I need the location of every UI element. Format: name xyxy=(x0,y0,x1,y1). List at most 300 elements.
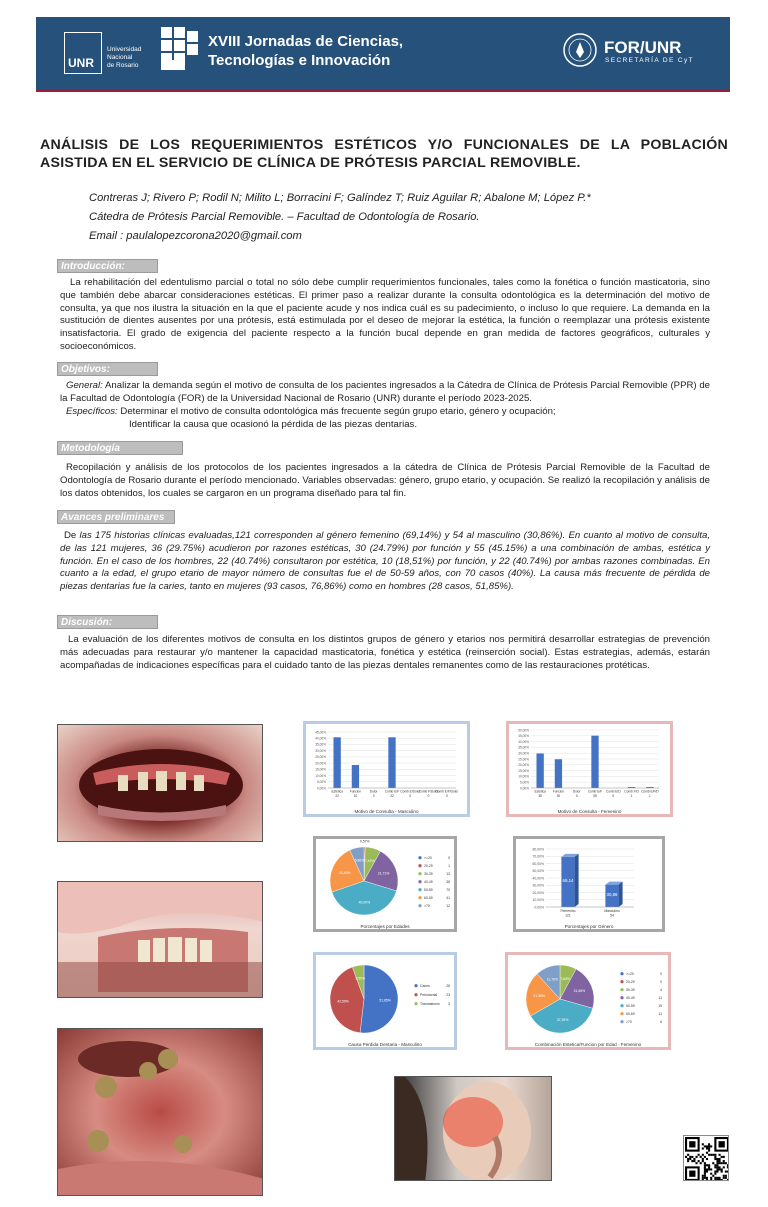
qr-module xyxy=(706,1145,708,1147)
qr-module xyxy=(704,1177,706,1179)
qr-module xyxy=(704,1175,706,1177)
qr-module xyxy=(719,1162,721,1164)
qr-module xyxy=(708,1145,710,1147)
objectives-general xyxy=(60,380,710,406)
qr-module xyxy=(702,1158,704,1160)
x-tick-label: Comb F/D xyxy=(624,789,639,794)
qr-module xyxy=(691,1156,693,1158)
qr-module xyxy=(723,1160,725,1162)
qr-module xyxy=(714,1179,716,1181)
legend-count: 0 xyxy=(660,980,662,984)
legend-swatch xyxy=(418,880,421,883)
qr-module xyxy=(702,1175,704,1177)
for-seal-icon xyxy=(562,32,598,68)
legend-swatch xyxy=(418,888,421,891)
event-title-line1: XVIII Jornadas de Ciencias, xyxy=(208,33,404,50)
qr-module xyxy=(716,1179,718,1181)
qr-module xyxy=(719,1158,721,1160)
x-tick-label: Comb E/F xyxy=(587,789,603,794)
qr-module xyxy=(702,1177,704,1179)
bar xyxy=(333,737,340,788)
slice-label: 23,43% xyxy=(338,871,351,876)
y-tick-label: 15,00% xyxy=(315,767,326,772)
x-tick-label: Comb E/Dolor xyxy=(400,789,421,794)
qr-module xyxy=(704,1166,706,1168)
y-tick-label: 50,00% xyxy=(518,728,529,733)
qr-module xyxy=(708,1143,710,1145)
qr-module xyxy=(716,1158,718,1160)
bar-side xyxy=(619,882,623,907)
x-count-label: 0 xyxy=(372,793,375,798)
slice-label: 7,84% xyxy=(560,976,570,981)
authors: Contreras J; Rivero P; Rodil N; Milito L; Borracini F; Galíndez T; Ruiz Aguilar R; Abalone M; López P.* xyxy=(89,192,591,204)
slice-label: 42,59% xyxy=(337,999,349,1004)
chart-combo-feminine xyxy=(505,952,671,1050)
y-tick-label: 30,00% xyxy=(315,748,326,753)
legend-swatch xyxy=(620,980,623,983)
x-count-label: 54 xyxy=(610,913,614,918)
intro-text-body: La rehabilitación del edentulismo parcial o total no sólo debe cumplir requerimientos funcionales, tales como la fonética o función masticatoria, sino que también debe abarcar consideraciones estéticas. El primer paso a realizar durante la consulta odontológica es la determinación del motivo de consulta, ya que nos ilustra la situación en la que el paciente acude y nos indica cuál es su padecimiento, o incluso lo que requiere. La demanda en la sustitución de dientes ausentes por una prótesis, está estimulada por el deseo de mejorar la estética, la función o reemplazar una prótesis existente insatisfactoria. El grado de exigencia del paciente respecto a la función bucal depende en gran medida de factores geográficos, culturales y socioeconómicos. xyxy=(60,277,710,352)
legend-swatch xyxy=(620,1020,623,1023)
clinical-photo-3-art xyxy=(58,1029,263,1196)
slice-label: 21,56% xyxy=(533,994,545,999)
qr-module xyxy=(716,1164,718,1166)
qr-module xyxy=(710,1177,712,1179)
y-tick-label: 25,00% xyxy=(518,757,529,762)
qr-module xyxy=(704,1173,706,1175)
legend-swatch xyxy=(418,864,421,867)
legend-count: 41 xyxy=(446,896,450,900)
qr-module xyxy=(698,1154,700,1156)
legend-swatch xyxy=(418,872,421,875)
qr-module xyxy=(706,1179,708,1181)
slice-label: 21,56% xyxy=(573,989,586,994)
jornadas-logo-icon xyxy=(161,27,199,71)
qr-module xyxy=(721,1171,723,1173)
legend-label: 50-59 xyxy=(626,1004,635,1008)
qr-module xyxy=(716,1160,718,1162)
qr-module xyxy=(704,1171,706,1173)
qr-module xyxy=(687,1158,689,1160)
y-tick-label: 5,00% xyxy=(316,780,326,785)
x-count-label: 36 xyxy=(538,793,542,798)
qr-finder-core xyxy=(719,1141,725,1147)
qr-module xyxy=(723,1166,725,1168)
x-count-label: 0 xyxy=(575,793,578,798)
qr-module xyxy=(695,1162,697,1164)
legend-count: 4 xyxy=(660,988,662,992)
legend-count: 23 xyxy=(446,993,450,997)
qr-module xyxy=(723,1177,725,1179)
qr-module xyxy=(725,1175,727,1177)
qr-module xyxy=(693,1160,695,1162)
qr-module xyxy=(723,1175,725,1177)
x-tick-label: Estetica xyxy=(534,789,546,794)
bar xyxy=(388,737,395,788)
results-heading: Avances preliminares xyxy=(57,510,175,524)
legend-swatch xyxy=(620,1004,623,1007)
y-tick-label: 45,00% xyxy=(518,734,529,739)
qr-module xyxy=(704,1156,706,1158)
qr-module xyxy=(706,1147,708,1149)
qr-module xyxy=(719,1179,721,1181)
qr-module xyxy=(687,1154,689,1156)
qr-module xyxy=(719,1177,721,1179)
qr-module xyxy=(702,1143,704,1145)
x-count-label: 1 xyxy=(630,793,633,798)
qr-module xyxy=(710,1145,712,1147)
x-count-label: 0 xyxy=(445,793,448,798)
x-tick-label: Estetica xyxy=(331,789,343,794)
qr-finder-core xyxy=(689,1141,695,1147)
qr-module xyxy=(691,1160,693,1162)
slice-label: 5,55% xyxy=(355,976,366,981)
qr-module xyxy=(706,1177,708,1179)
chart-gender-plot xyxy=(516,839,662,919)
y-tick-label: 0,00% xyxy=(316,786,326,791)
objectives-general-label: General: xyxy=(66,380,103,391)
x-count-label: 55 xyxy=(593,793,597,798)
qr-module xyxy=(723,1156,725,1158)
qr-module xyxy=(721,1179,723,1181)
legend-swatch xyxy=(414,993,417,996)
legend-swatch xyxy=(620,972,623,975)
legend-swatch xyxy=(414,1002,417,1005)
legend-label: Caries xyxy=(420,984,430,988)
bar xyxy=(591,736,598,788)
qr-module xyxy=(693,1158,695,1160)
bar xyxy=(555,759,562,788)
qr-module xyxy=(721,1156,723,1158)
qr-module xyxy=(719,1160,721,1162)
x-count-label: 30 xyxy=(556,793,561,798)
chart-masculine-reason-plot xyxy=(306,724,467,804)
x-count-label: 1 xyxy=(648,793,651,798)
qr-module xyxy=(725,1162,727,1164)
qr-module xyxy=(714,1158,716,1160)
qr-module xyxy=(716,1177,718,1179)
qr-module xyxy=(727,1166,729,1168)
y-tick-label: 15,00% xyxy=(518,768,529,773)
face-pain-photo xyxy=(394,1076,552,1181)
face-pain-photo-art xyxy=(395,1077,552,1181)
qr-module xyxy=(700,1162,702,1164)
legend-label: 20-29 xyxy=(626,980,635,984)
qr-module xyxy=(700,1156,702,1158)
chart-feminine-reason-caption: Motivo de Consulta - Femenino xyxy=(557,809,622,814)
discussion-text: La evaluación de los diferentes motivos de consulta en los distintos grupos de género y etarios nos permitirá desarrollar estrategias de prevención más adecuadas para restaurar y/o mantener la capacidad masticatoria, fonética y estética (reinserción social). Estas estrategias, además, estarán acompañadas de indicaciones específicas para el cuidado tanto de las piezas dentales remanentes como de las restauraciones protéticas. xyxy=(60,634,710,671)
legend-label: 30-39 xyxy=(626,988,635,992)
bar xyxy=(352,765,359,788)
legend-count: 19 xyxy=(658,1004,662,1008)
legend-swatch xyxy=(620,1012,623,1015)
qr-module xyxy=(716,1162,718,1164)
y-tick-label: 35,00% xyxy=(518,745,529,750)
poster-title: ANÁLISIS DE LOS REQUERIMIENTOS ESTÉTICOS Y/O FUNCIONALES DE LA POBLACIÓN ASISTIDA EN EL SERVICIO DE CLÍNICA DE PRÓTESIS PARCIAL REMOVIBLE. xyxy=(40,137,728,171)
qr-module xyxy=(706,1164,708,1166)
y-tick-label: 20,00% xyxy=(532,890,544,895)
legend-label: 30-39 xyxy=(424,872,433,876)
bar xyxy=(536,753,543,788)
slice-label: 11,76% xyxy=(546,977,559,982)
x-tick-label: Comb E/D xyxy=(605,789,621,794)
y-tick-label: 20,00% xyxy=(518,763,529,768)
clinical-photo-3 xyxy=(57,1028,263,1196)
chart-loss-cause xyxy=(313,952,457,1050)
y-tick-label: 0,00% xyxy=(534,905,544,910)
y-tick-label: 40,00% xyxy=(518,739,529,744)
legend-label: >=20 xyxy=(424,856,432,860)
legend-label: >=20 xyxy=(626,972,634,976)
legend-label: 60-69 xyxy=(626,1012,635,1016)
x-tick-label: Funcion xyxy=(552,789,565,794)
objectives-specific xyxy=(66,406,716,419)
y-tick-label: 80,00% xyxy=(532,847,544,852)
slice-label: 51,85% xyxy=(379,998,391,1003)
legend-swatch xyxy=(620,988,623,991)
chart-combo-feminine-caption: Combinación Estetica/Funcion por Edad - Femenino xyxy=(534,1042,642,1047)
x-count-label: 0 xyxy=(427,793,430,798)
qr-module xyxy=(714,1166,716,1168)
qr-module xyxy=(727,1164,729,1166)
qr-module xyxy=(689,1156,691,1158)
qr-module xyxy=(687,1160,689,1162)
slice-label: 6,86% xyxy=(354,858,365,863)
x-tick-label: Comb E/F/Dolor xyxy=(435,789,459,794)
method-heading: Metodología xyxy=(57,441,183,455)
objectives-general-text: Analizar la demanda según el motivo de consulta de los pacientes ingresados a la Cátedra de Clínica de Prótesis Parcial Removible (PPR) de la Facultad de Odontología (FOR) de la Universidad Nacional de Rosario (UNR) durante el período 2023-2025. xyxy=(60,380,710,404)
qr-module xyxy=(714,1171,716,1173)
data-label: 69,14 xyxy=(562,877,574,883)
y-tick-label: 35,00% xyxy=(315,742,326,747)
y-tick-label: 70,00% xyxy=(532,854,544,859)
chart-gender-caption: Porcentajes por Género xyxy=(564,924,614,929)
qr-module xyxy=(710,1179,712,1181)
chart-gender xyxy=(513,836,665,932)
qr-module xyxy=(714,1154,716,1156)
legend-count: 1 xyxy=(448,864,450,868)
y-tick-label: 45,00% xyxy=(315,730,326,735)
unr-logo-line2: Nacional xyxy=(107,54,133,61)
x-tick-label: Masculino xyxy=(604,908,620,913)
clinical-photo-2 xyxy=(57,881,263,998)
chart-age-pie xyxy=(313,836,457,932)
qr-module xyxy=(725,1177,727,1179)
legend-count: 11 xyxy=(658,1012,662,1016)
y-tick-label: 10,00% xyxy=(315,773,326,778)
y-tick-label: 0,00% xyxy=(519,786,529,791)
legend-count: 38 xyxy=(446,880,450,884)
qr-finder-core xyxy=(689,1171,695,1177)
legend-swatch xyxy=(414,984,417,987)
y-tick-label: 30,00% xyxy=(518,751,529,756)
x-count-label: 10 xyxy=(353,793,358,798)
chart-masculine-reason xyxy=(303,721,470,817)
qr-module xyxy=(721,1162,723,1164)
qr-module xyxy=(727,1179,729,1181)
legend-count: 12 xyxy=(446,904,450,908)
qr-module xyxy=(708,1150,710,1152)
unr-logo xyxy=(64,32,154,74)
qr-module xyxy=(716,1168,718,1170)
chart-loss-cause-caption: Causa Perdida Dentaria - Masculino xyxy=(348,1042,422,1047)
qr-module xyxy=(712,1154,714,1156)
qr-module xyxy=(725,1171,727,1173)
header-stripe xyxy=(36,89,730,92)
qr-module xyxy=(714,1177,716,1179)
results-lead: De xyxy=(64,530,77,541)
x-tick-label: Femenino xyxy=(560,908,576,913)
x-count-label: 0 xyxy=(612,793,615,798)
qr-module xyxy=(702,1160,704,1162)
qr-module xyxy=(702,1179,704,1181)
chart-loss-cause-plot xyxy=(316,955,454,1037)
qr-module xyxy=(719,1168,721,1170)
event-title-line2: Tecnologías e Innovación xyxy=(208,52,391,69)
qr-module xyxy=(706,1158,708,1160)
legend-label: 50-59 xyxy=(424,888,433,892)
qr-module xyxy=(702,1147,704,1149)
qr-module xyxy=(716,1166,718,1168)
slice-label: 21,71% xyxy=(377,871,390,876)
legend-swatch xyxy=(418,896,421,899)
qr-module xyxy=(714,1164,716,1166)
chart-age-pie-plot xyxy=(316,839,454,919)
legend-label: Periodontal xyxy=(420,993,438,997)
x-tick-label: Comb E/F/D xyxy=(641,789,659,794)
y-tick-label: 10,00% xyxy=(532,898,544,903)
legend-label: 60-69 xyxy=(424,896,433,900)
affiliation: Cátedra de Prótesis Parcial Removible. – Facultad de Odontología de Rosario. xyxy=(89,211,480,223)
x-tick-label: Dolor xyxy=(369,789,378,794)
x-count-label: 22 xyxy=(335,793,339,798)
objectives-specific-text1: Determinar el motivo de consulta odontológica más frecuente según grupo etario, género y ocupación; xyxy=(120,406,556,417)
qr-module xyxy=(708,1166,710,1168)
qr-module xyxy=(719,1154,721,1156)
qr-module xyxy=(721,1168,723,1170)
legend-count: 13 xyxy=(446,872,450,876)
x-count-label: 121 xyxy=(565,913,571,918)
objectives-specific-2: Identificar la causa que ocasionó la pérdida de las piezas dentarias. xyxy=(129,419,417,430)
legend-label: 20-29 xyxy=(424,864,433,868)
intro-heading: Introducción: xyxy=(57,259,158,273)
slice-label: 0,57% xyxy=(359,839,370,844)
for-logo-sub: SECRETARÍA DE CyT xyxy=(605,57,695,64)
x-tick-label: Comb E/F xyxy=(384,789,400,794)
results-text xyxy=(60,530,710,594)
clinical-photo-1-art xyxy=(58,725,263,842)
qr-module xyxy=(706,1168,708,1170)
intro-text xyxy=(60,277,710,354)
qr-module xyxy=(708,1154,710,1156)
qr-module xyxy=(704,1168,706,1170)
email[interactable]: Email : paulalopezcorona2020@gmail.com xyxy=(89,230,302,242)
y-tick-label: 40,00% xyxy=(532,876,544,881)
x-tick-label: Dolor xyxy=(572,789,581,794)
slice-label: 37,25% xyxy=(556,1018,569,1023)
y-tick-label: 10,00% xyxy=(518,774,529,779)
qr-module xyxy=(727,1171,729,1173)
qr-module xyxy=(695,1156,697,1158)
y-tick-label: 5,00% xyxy=(519,780,529,785)
qr-module xyxy=(714,1173,716,1175)
legend-label: 40-49 xyxy=(424,880,433,884)
qr-module xyxy=(704,1164,706,1166)
legend-count: 0 xyxy=(660,972,662,976)
results-body: las 175 historias clínicas evaluadas,121 corresponden al género femenino (69,14%) y 54 al masculino (30,86%). En cuanto al motivo de consulta, de las 121 mujeres, 36 (29.75%) acudieron por razones estéticas, 30 (24.79%) por función y 55 (45.15%) a una combinación de ambas, estética y función. En el caso de los hombres, 22 (40.74%) consultaron por estética, 10 (18,51%) por función, y 22 (40.74%) por ambas razones combinadas. En cuanto a la edad, el grupo etario de mayor número de consultas fue el de 50-59 años, con 70 casos (40%). La causa más frecuente de pérdida de piezas dentarias fue la caries, tanto en mujeres (93 casos, 76,86%) como en hombres (28 casos, 51,85%). xyxy=(60,530,710,593)
qr-module xyxy=(710,1173,712,1175)
legend-swatch xyxy=(418,856,421,859)
y-tick-label: 25,00% xyxy=(315,755,326,760)
chart-combo-feminine-plot xyxy=(508,955,668,1037)
objectives-heading: Objetivos: xyxy=(57,362,158,376)
legend-label: >70 xyxy=(626,1020,632,1024)
qr-module xyxy=(704,1145,706,1147)
chart-age-pie-caption: Porcentajes por Edades xyxy=(360,924,410,929)
qr-module xyxy=(719,1166,721,1168)
qr-module xyxy=(714,1156,716,1158)
bar-side xyxy=(575,854,579,907)
y-tick-label: 20,00% xyxy=(315,761,326,766)
qr-module xyxy=(698,1160,700,1162)
legend-label: 40-49 xyxy=(626,996,635,1000)
qr-module xyxy=(702,1154,704,1156)
qr-module xyxy=(685,1156,687,1158)
qr-module xyxy=(716,1171,718,1173)
legend-swatch xyxy=(418,904,421,907)
x-count-label: 22 xyxy=(390,793,394,798)
chart-masculine-reason-caption: Motivo de Consulta - Masculino xyxy=(354,809,419,814)
y-tick-label: 60,00% xyxy=(532,861,544,866)
for-logo-main: FOR/UNR xyxy=(604,38,682,57)
x-count-label: 0 xyxy=(409,793,412,798)
chart-feminine-reason xyxy=(506,721,673,817)
legend-count: 70 xyxy=(446,888,450,892)
qr-module xyxy=(708,1168,710,1170)
data-label: 30,86 xyxy=(606,891,618,897)
qr-module xyxy=(706,1152,708,1154)
qr-code[interactable] xyxy=(683,1135,729,1181)
legend-count: 28 xyxy=(446,984,450,988)
y-tick-label: 30,00% xyxy=(532,883,544,888)
slice-label: 40,00% xyxy=(358,900,371,905)
legend-label: >70 xyxy=(424,904,430,908)
qr-module xyxy=(706,1171,708,1173)
discussion-heading: Discusión: xyxy=(57,615,158,629)
qr-module xyxy=(723,1162,725,1164)
legend-count: 3 xyxy=(448,1002,450,1006)
qr-module xyxy=(708,1147,710,1149)
qr-module xyxy=(710,1168,712,1170)
qr-module xyxy=(708,1164,710,1166)
unr-logo-line1: Universidad xyxy=(107,46,142,53)
x-tick-label: Comb F/Dolor xyxy=(418,789,439,794)
legend-label: Traumatismo xyxy=(420,1002,440,1006)
clinical-photo-2-art xyxy=(58,882,263,998)
qr-module xyxy=(704,1162,706,1164)
slice-label: 7,43% xyxy=(364,858,375,863)
chart-feminine-reason-plot xyxy=(509,724,670,804)
clinical-photo-1 xyxy=(57,724,263,842)
qr-module xyxy=(712,1162,714,1164)
qr-module xyxy=(712,1175,714,1177)
x-tick-label: Funcion xyxy=(349,789,362,794)
legend-count: 11 xyxy=(658,996,662,1000)
legend-swatch xyxy=(620,996,623,999)
qr-module xyxy=(689,1158,691,1160)
qr-module xyxy=(710,1154,712,1156)
legend-count: 6 xyxy=(660,1020,662,1024)
